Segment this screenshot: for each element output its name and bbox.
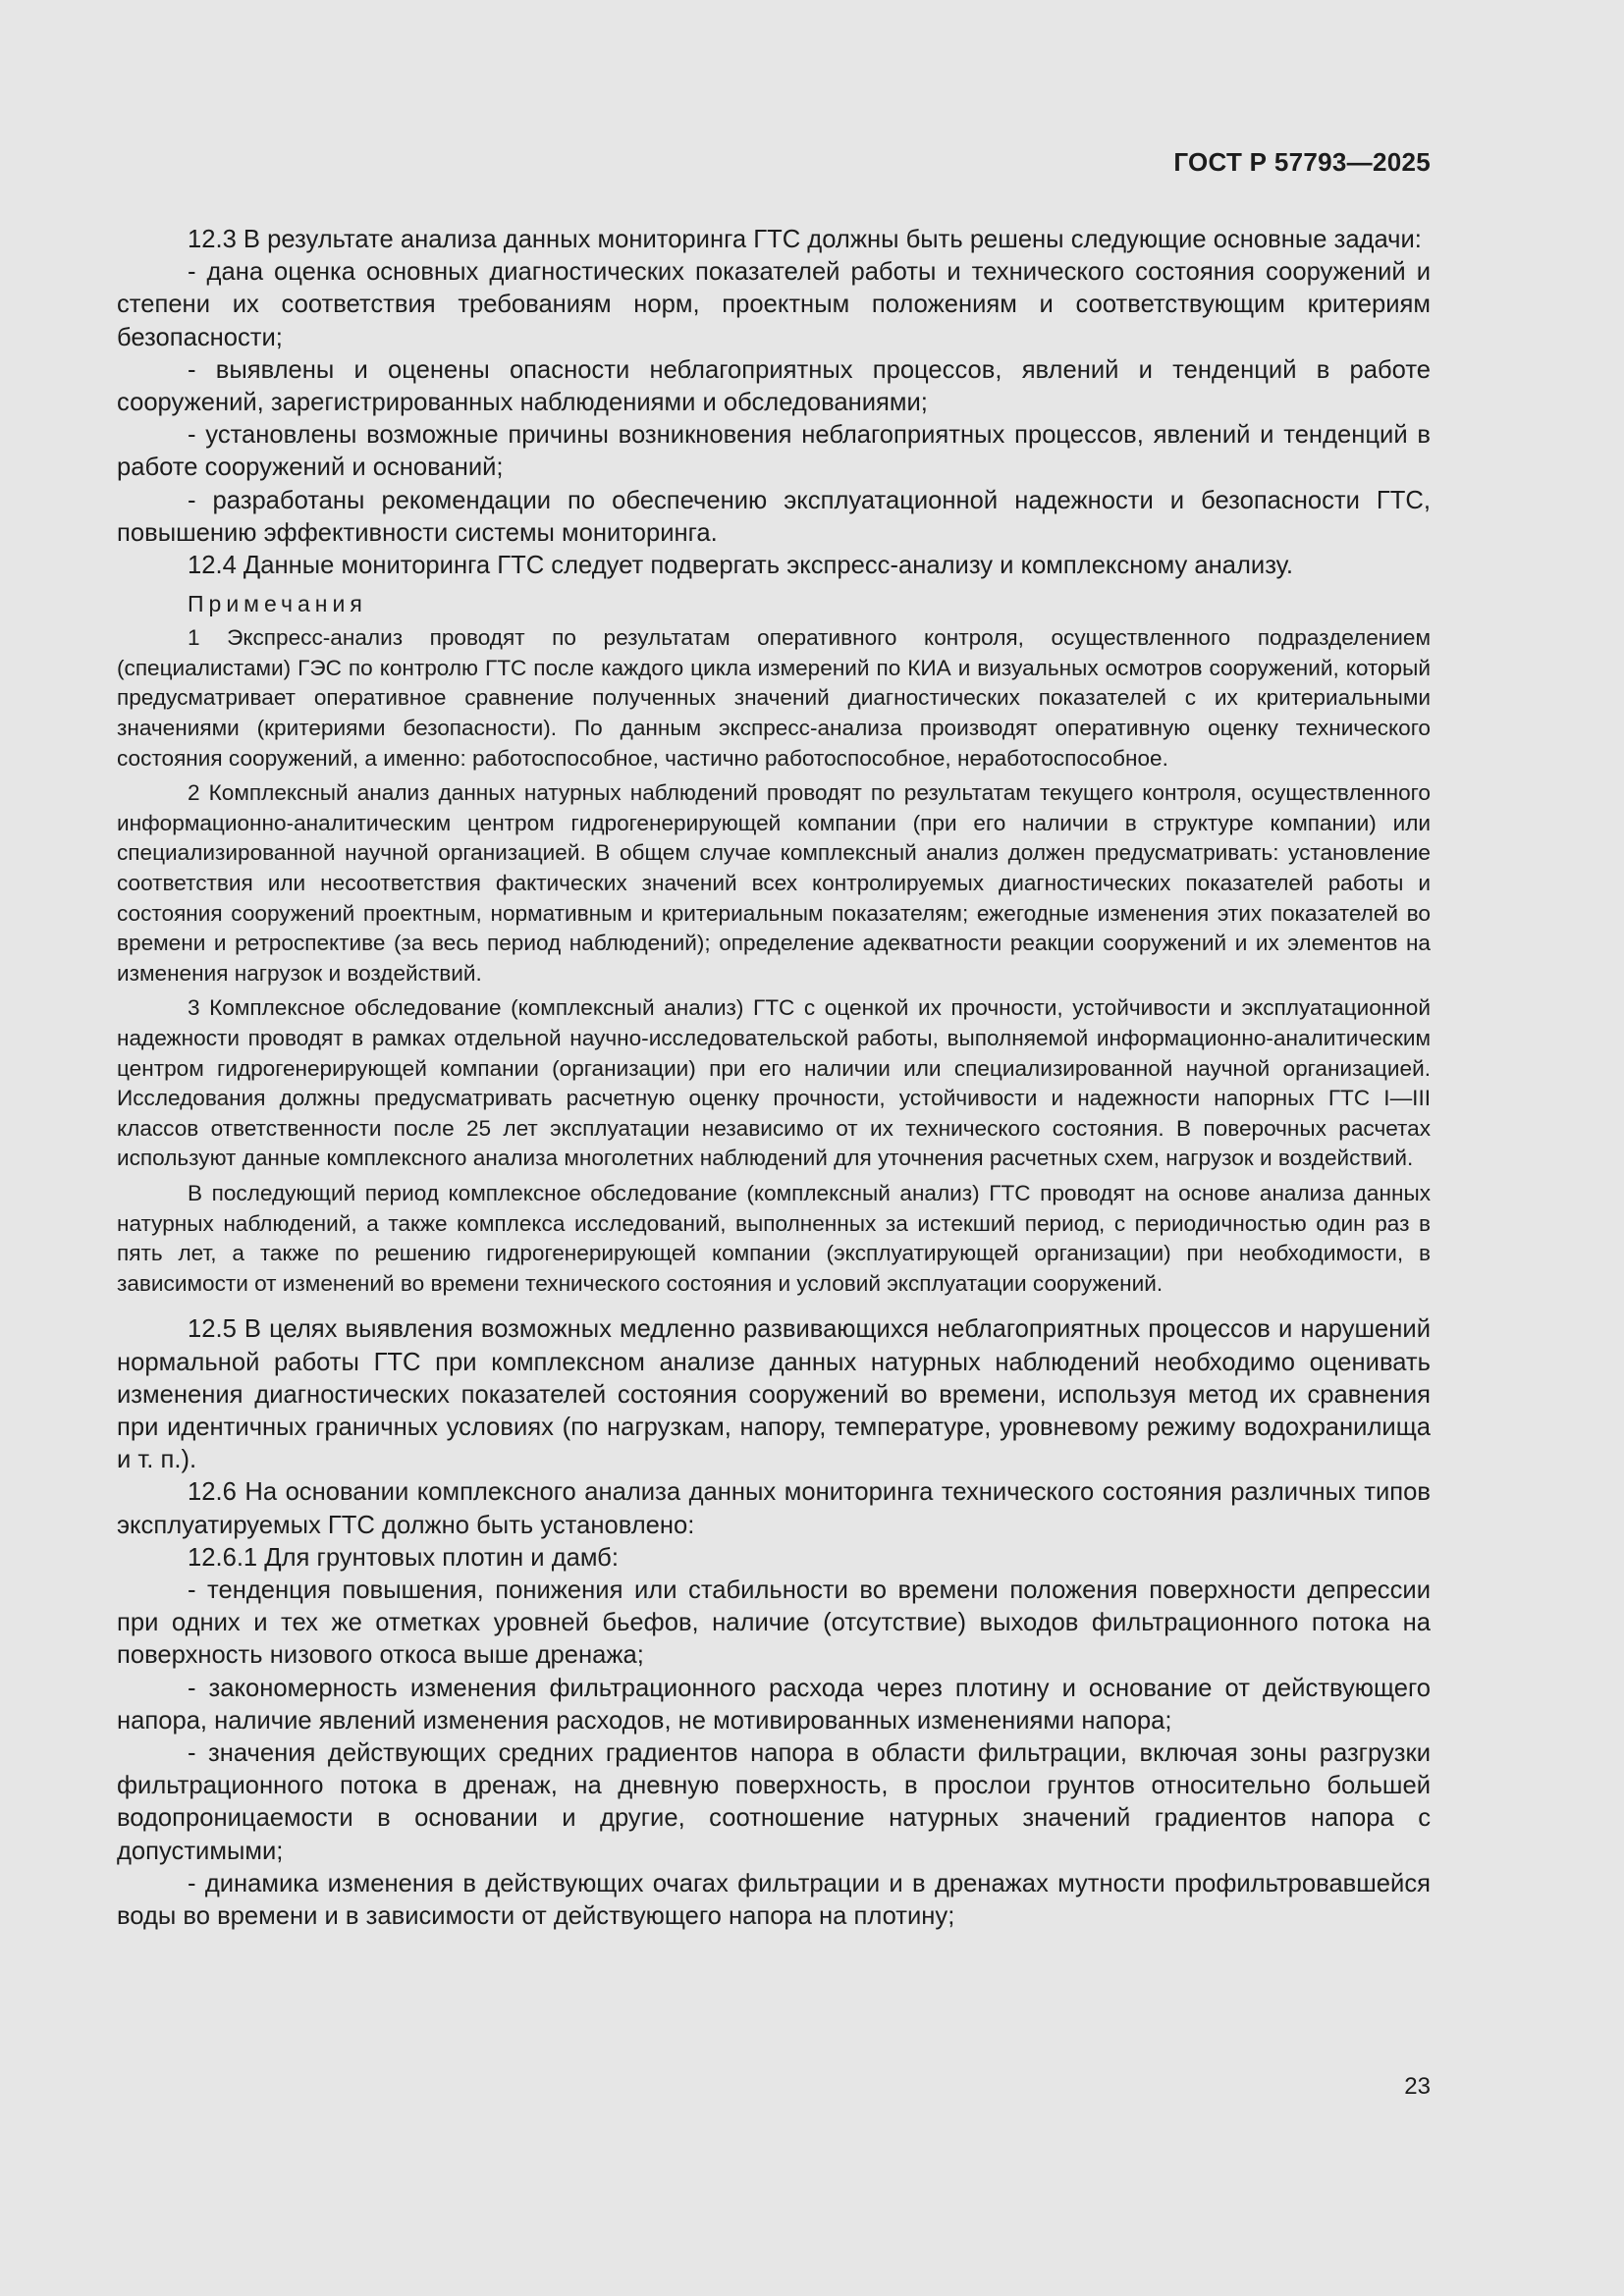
spacer [117, 1304, 1431, 1313]
paragraph-12-6: 12.6 На основании комплексного анализа данных мониторинга технического состояния различных типов эксплуатируемых ГТС должно быть установлено: [117, 1478, 1431, 1539]
list-item: - значения действующих средних градиентов напора в области фильтрации, включая зоны разгрузки фильтрационного потока в дренаж, на дневную поверхность, в прослои грунтов относительно большей водопроницаемости в основании и другие, соотношение натурных значений градиентов напора с допустимыми; [117, 1738, 1431, 1865]
page-number: 23 [1404, 2073, 1431, 2100]
list-item: - выявлены и оценены опасности неблагоприятных процессов, явлений и тенденций в работе сооружений, зарегистрированных наблюдениями и обследованиями; [117, 355, 1431, 417]
list-item: - разработаны рекомендации по обеспечению эксплуатационной надежности и безопасности ГТС, повышению эффективности системы мониторинга. [117, 486, 1431, 547]
list-item: - дана оценка основных диагностических показателей работы и технического состояния сооружений и степени их соответствия требованиям норм, проектным положениям и соответствующим критериям безопасности; [117, 258, 1431, 351]
list-item: - закономерность изменения фильтрационного расхода через плотину и основание от действующего напора, наличие явлений изменения расходов, не мотивированных изменениями напора; [117, 1674, 1431, 1735]
notes-heading: Примечания [188, 591, 367, 617]
list-item: - тенденция повышения, понижения или стабильности во времени положения поверхности депрессии при одних и тех же отметках уровней бьефов, наличие (отсутствие) выходов фильтрационного потока на поверхность низового откоса выше дренажа; [117, 1575, 1431, 1670]
document-id-header: ГОСТ Р 57793—2025 [1173, 147, 1431, 177]
note-1: 1 Экспресс-анализ проводят по результатам оперативного контроля, осуществленного подразделением (специалистами) ГЭС по контролю ГТС после каждого цикла измерений по КИА и визуальных осмотров сооружений, который предусматривает оперативное сравнение полученных значений диагностических показателей с их критериальными значениями (критериями безопасности). По данным экспресс-анализа производят оперативную оценку технического состояния сооружений, а именно: работоспособное, частично работоспособное, неработоспособное. [117, 625, 1431, 771]
paragraph-12-6-1: 12.6.1 Для грунтовых плотин и дамб: [188, 1543, 619, 1572]
note-3-continuation: В последующий период комплексное обследование (комплексный анализ) ГТС проводят на основе анализа данных натурных наблюдений, а также комплекса исследований, выполненных за истекший период, с периодичностью один раз в пять лет, а также по решению гидрогенерирующей компании (эксплуатирующей организации) при необходимости, в зависимости от изменений во времени технического состояния и условий эксплуатации сооружений. [117, 1180, 1431, 1296]
note-3: 3 Комплексное обследование (комплексный анализ) ГТС с оценкой их прочности, устойчивости и эксплуатационной надежности проводят в рамках отдельной научно-исследовательской работы, выполняемой информационно-аналитическим центром гидрогенерирующей компании (организации) при его наличии или специализированной научной организацией. Исследования должны предусматривать расчетную оценку прочности, устойчивости и надежности напорных ГТС I—III классов ответственности после 25 лет эксплуатации независимо от их технического состояния. В поверочных расчетах используют данные комплексного анализа многолетних наблюдений для уточнения расчетных схем, нагрузок и воздействий. [117, 995, 1431, 1171]
note-2: 2 Комплексный анализ данных натурных наблюдений проводят по результатам текущего контроля, осуществленного информационно-аналитическим центром гидрогенерирующей компании (при его наличии в структуре компании) или специализированной научной организацией. В общем случае комплексный анализ должен предусматривать: установление соответствия или несоответствия фактических значений всех контролируемых диагностических показателей работы и состояния сооружений проектным, нормативным и критериальным показателям; ежегодные изменения этих показателей во времени и ретроспективе (за весь период наблюдений); определение адекватности реакции сооружений и их элементов на изменения нагрузок и воздействий. [117, 780, 1431, 986]
paragraph-12-4: 12.4 Данные мониторинга ГТС следует подвергать экспресс-анализу и комплексному анализу. [188, 552, 1293, 580]
list-item: - установлены возможные причины возникновения неблагоприятных процессов, явлений и тенденций в работе сооружений и оснований; [117, 421, 1431, 482]
paragraph-12-3: 12.3 В результате анализа данных мониторинга ГТС должны быть решены следующие основные задачи: [188, 226, 1422, 253]
list-item: - динамика изменения в действующих очагах фильтрации и в дренажах мутности профильтровавшейся воды во времени и в зависимости от действующего напора на плотину; [117, 1869, 1431, 1930]
document-body [117, 224, 1431, 1933]
paragraph-12-5: 12.5 В целях выявления возможных медленно развивающихся неблагоприятных процессов и нарушений нормальной работы ГТС при комплексном анализе данных натурных наблюдений необходимо оценивать изменения диагностических показателей состояния сооружений во времени, используя метод их сравнения при идентичных граничных условиях (по нагрузкам, напору, температуре, уровневому режиму водохранилища и т. п.). [117, 1315, 1431, 1474]
